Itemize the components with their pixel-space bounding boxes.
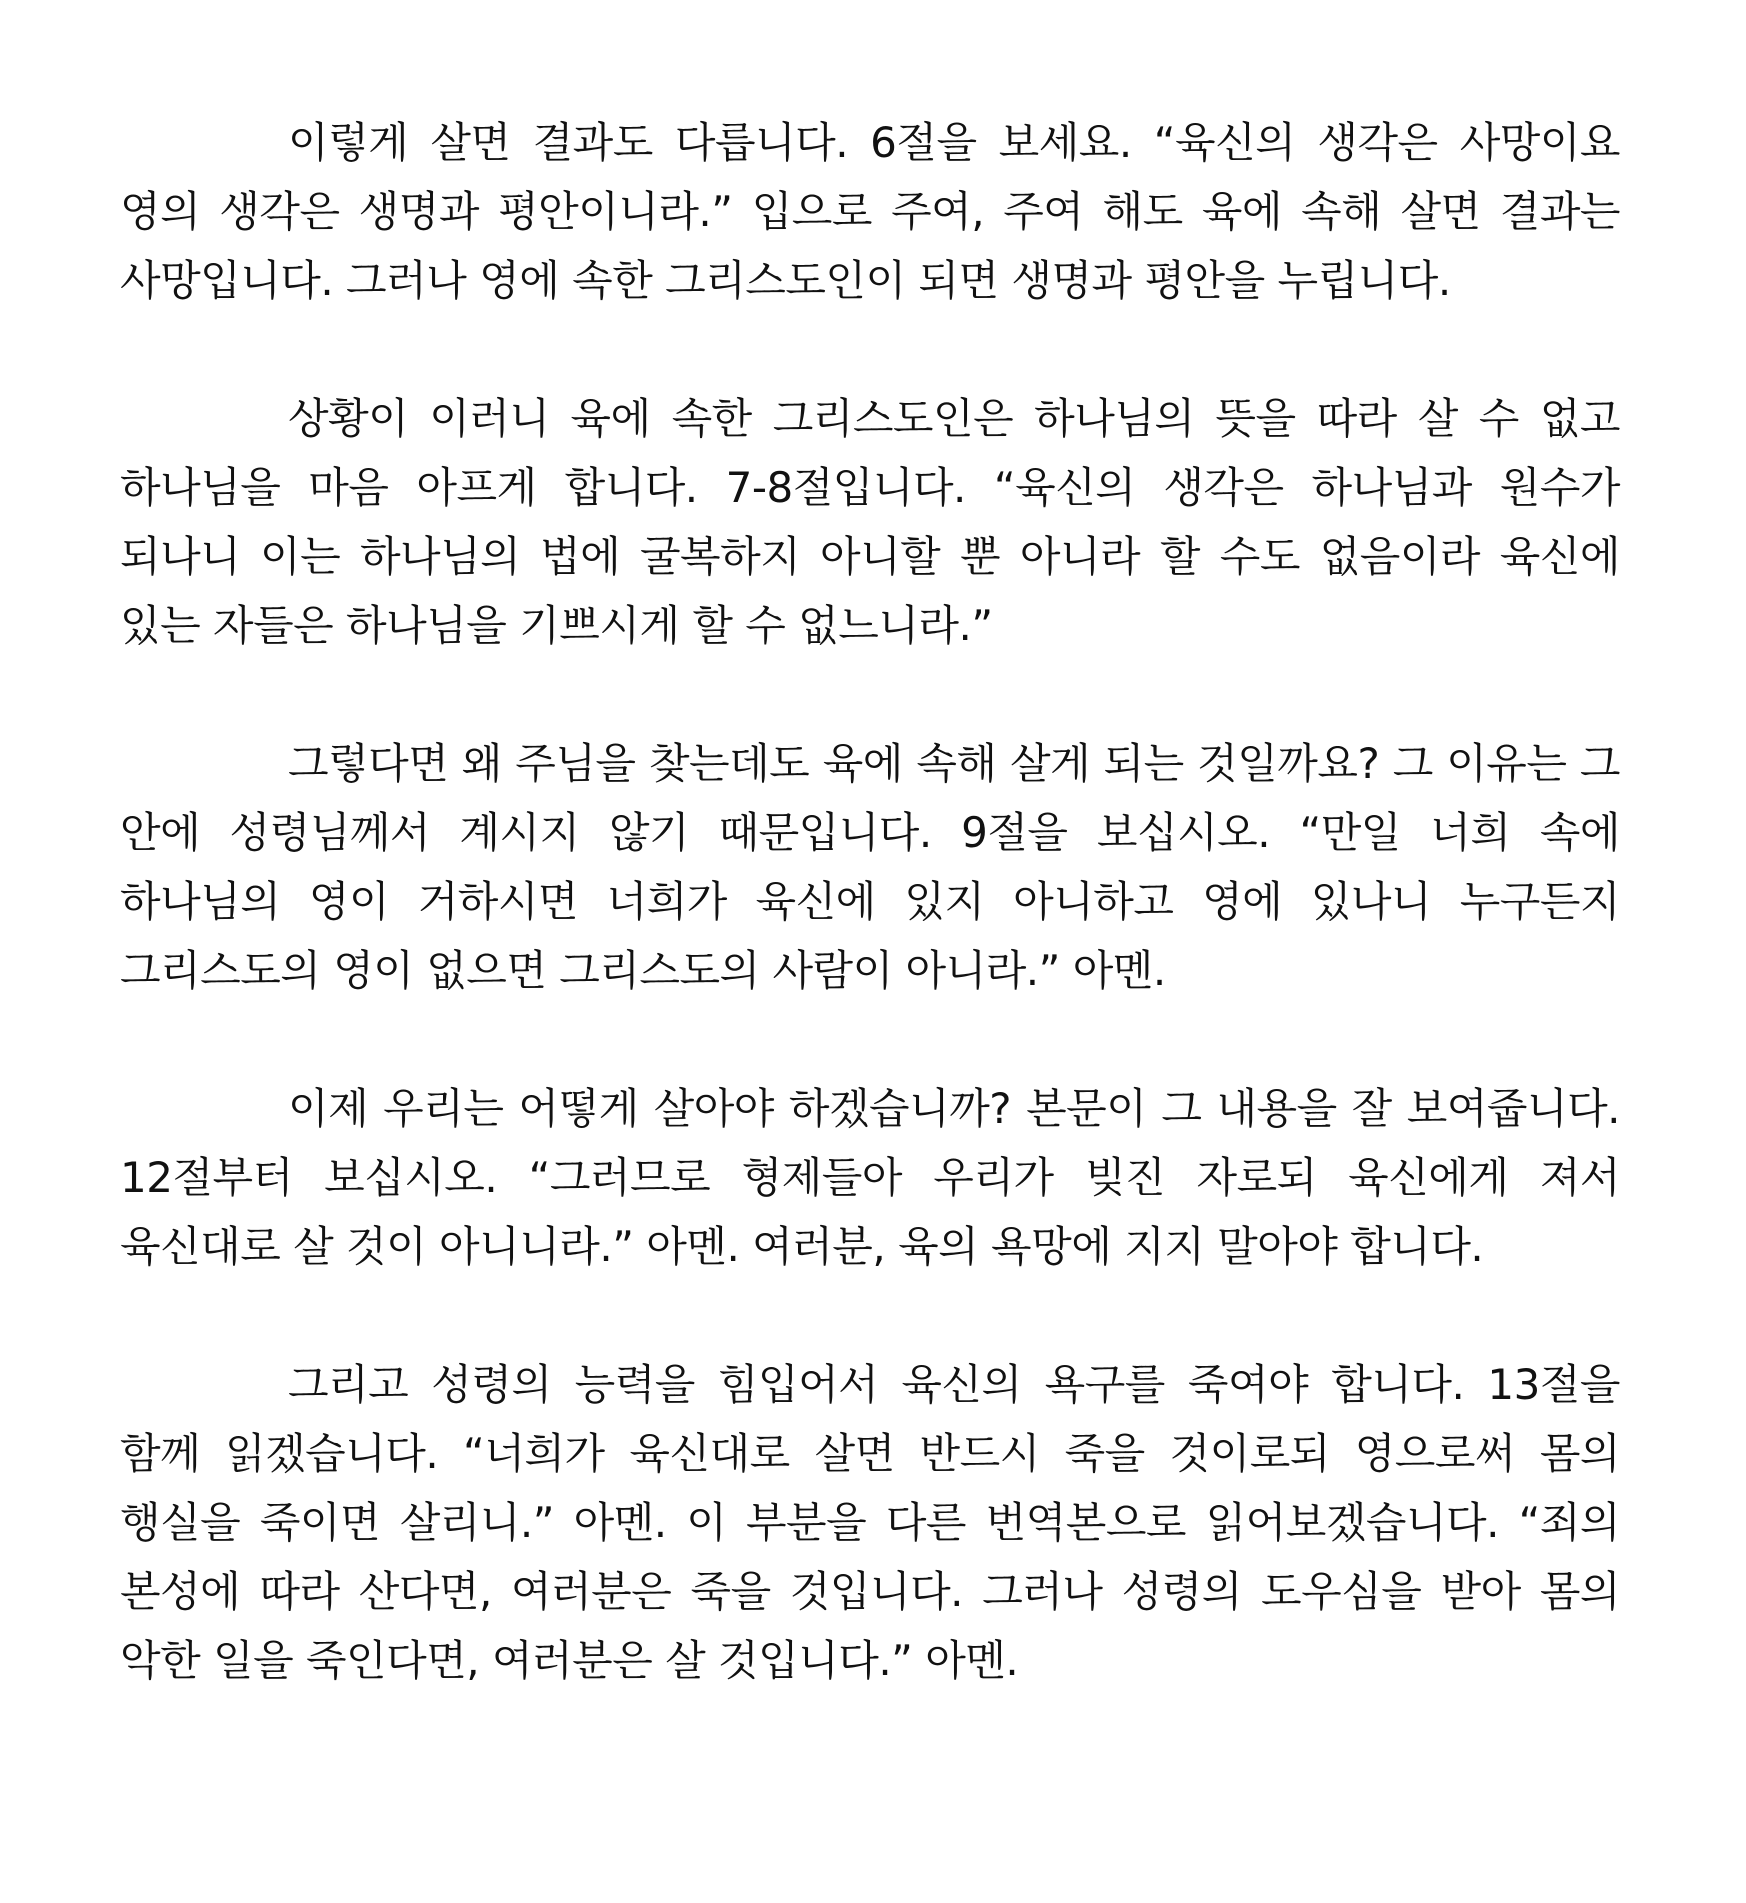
paragraph-4: 이제 우리는 어떻게 살아야 하겠습니까? 본문이 그 내용을 잘 보여줍니다. 12절부터 보십시오. “그러므로 형제들아 우리가 빚진 자로되 육신에게 져서 육신대로 살 것이 아니니라.” 아멘. 여러분, 육의 욕망에 지지 말아야 합니다. xyxy=(120,1084,1620,1271)
document-page xyxy=(120,108,1620,1695)
paragraph-5: 그리고 성령의 능력을 힘입어서 육신의 욕구를 죽여야 합니다. 13절을 함께 읽겠습니다. “너희가 육신대로 살면 반드시 죽을 것이로되 영으로써 몸의 행실을 죽이면 살리니.” 아멘. 이 부분을 다른 번역본으로 읽어보겠습니다. “죄의 본성에 따라 산다면, 여러분은 죽을 것입니다. 그러나 성령의 도우심을 받아 몸의 악한 일을 죽인다면, 여러분은 살 것입니다.” 아멘. xyxy=(120,1360,1620,1685)
paragraph-3: 그렇다면 왜 주님을 찾는데도 육에 속해 살게 되는 것일까요? 그 이유는 그 안에 성령님께서 계시지 않기 때문입니다. 9절을 보십시오. “만일 너희 속에 하나님의 영이 거하시면 너희가 육신에 있지 아니하고 영에 있나니 누구든지 그리스도의 영이 없으면 그리스도의 사람이 아니라.” 아멘. xyxy=(120,739,1620,995)
paragraph-1: 이렇게 살면 결과도 다릅니다. 6절을 보세요. “육신의 생각은 사망이요 영의 생각은 생명과 평안이니라.” 입으로 주여, 주여 해도 육에 속해 살면 결과는 사망입니다. 그러나 영에 속한 그리스도인이 되면 생명과 평안을 누립니다. xyxy=(120,118,1620,305)
paragraph-2: 상황이 이러니 육에 속한 그리스도인은 하나님의 뜻을 따라 살 수 없고 하나님을 마음 아프게 합니다. 7-8절입니다. “육신의 생각은 하나님과 원수가 되나니 이는 하나님의 법에 굴복하지 아니할 뿐 아니라 할 수도 없음이라 육신에 있는 자들은 하나님을 기쁘시게 할 수 없느니라.” xyxy=(120,394,1620,650)
